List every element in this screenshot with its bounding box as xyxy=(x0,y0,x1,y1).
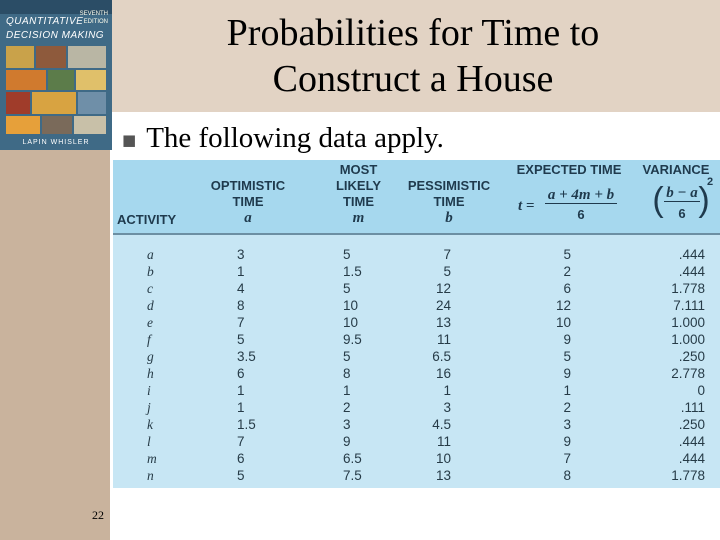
cell-most-likely: 9 xyxy=(343,434,351,449)
cell-most-likely: 3 xyxy=(343,417,351,432)
header-most-likely-line2: LIKELY xyxy=(335,178,382,193)
book-collage-graphic xyxy=(0,0,112,150)
cell-variance: 1.778 xyxy=(671,468,705,483)
cell-pessimistic: 11 xyxy=(436,434,451,449)
cell-activity: n xyxy=(147,468,154,483)
header-most-likely-symbol: m xyxy=(352,210,365,226)
header-most-likely-line3: TIME xyxy=(342,194,375,209)
cell-pessimistic: 12 xyxy=(435,281,451,296)
cell-most-likely: 8 xyxy=(343,366,351,381)
cell-optimistic: 1 xyxy=(237,383,245,398)
cell-variance: .444 xyxy=(678,264,705,279)
cell-optimistic: 8 xyxy=(237,298,245,313)
cell-optimistic: 4 xyxy=(237,281,245,296)
header-optimistic-line2: TIME xyxy=(232,194,264,209)
variance-formula-numerator-text: b − a xyxy=(666,185,698,201)
header-pessimistic-line1: PESSIMISTIC xyxy=(407,178,491,193)
cell-optimistic: 3.5 xyxy=(237,349,256,364)
cell-variance: .444 xyxy=(678,247,705,262)
cell-pessimistic: 5 xyxy=(443,264,451,279)
cell-optimistic: 1 xyxy=(237,264,245,279)
book-authors: LAPIN WHISLER xyxy=(22,139,90,146)
header-optimistic xyxy=(193,178,303,226)
cell-variance: .250 xyxy=(678,417,705,432)
cell-expected: 3 xyxy=(563,417,571,432)
cell-expected: 5 xyxy=(563,247,571,262)
square-bullet-icon: ■ xyxy=(122,131,137,150)
cell-expected: 10 xyxy=(555,315,571,330)
cell-pessimistic: 7 xyxy=(443,247,451,262)
cell-variance: .444 xyxy=(678,434,705,449)
cell-activity: g xyxy=(147,349,154,364)
cell-optimistic: 6 xyxy=(237,451,245,466)
variance-left-paren: ( xyxy=(652,181,664,219)
left-decorative-bar xyxy=(0,112,110,540)
header-pessimistic xyxy=(399,178,499,226)
cell-pessimistic: 4.5 xyxy=(432,417,451,432)
cell-most-likely: 6.5 xyxy=(343,451,362,466)
bullet-item xyxy=(122,122,444,155)
cell-expected: 12 xyxy=(555,298,571,313)
cell-most-likely: 9.5 xyxy=(343,332,362,347)
book-title-line1: QUANTITATIVE xyxy=(6,16,84,27)
cell-most-likely: 2 xyxy=(343,400,351,415)
cell-activity: k xyxy=(147,417,153,432)
cell-optimistic: 3 xyxy=(237,247,245,262)
header-divider xyxy=(113,233,720,235)
variance-exponent: 2 xyxy=(706,176,714,188)
header-expected-time: EXPECTED TIME xyxy=(516,162,622,177)
cell-expected: 1 xyxy=(563,383,571,398)
header-most-likely-line1: MOST xyxy=(339,162,378,177)
cell-activity: h xyxy=(147,366,154,381)
cell-optimistic: 5 xyxy=(237,332,245,347)
cell-variance: .111 xyxy=(680,400,705,415)
header-most-likely xyxy=(321,162,396,226)
cell-pessimistic: 11 xyxy=(436,332,451,347)
variance-formula-numerator xyxy=(664,185,700,202)
cell-activity: b xyxy=(147,264,154,279)
cell-variance: 2.778 xyxy=(671,366,705,381)
slide-title-line1: Probabilities for Time to xyxy=(226,12,600,54)
cell-most-likely: 5 xyxy=(343,349,351,364)
cell-pessimistic: 3 xyxy=(443,400,451,415)
cell-variance: 0 xyxy=(697,383,705,398)
cell-expected: 9 xyxy=(563,366,571,381)
header-activity: ACTIVITY xyxy=(117,212,177,227)
cell-variance: .444 xyxy=(678,451,705,466)
cell-variance: 7.111 xyxy=(673,298,705,313)
slide-title xyxy=(150,10,676,102)
activity-time-table xyxy=(113,160,720,488)
cell-most-likely: 10 xyxy=(343,315,359,330)
cell-variance: 1.778 xyxy=(671,281,705,296)
cell-activity: e xyxy=(147,315,153,330)
header-pessimistic-line2: TIME xyxy=(433,194,465,209)
cell-expected: 8 xyxy=(563,468,571,483)
slide-title-line2: Construct a House xyxy=(272,58,554,100)
cell-optimistic: 6 xyxy=(237,366,245,381)
cell-pessimistic: 16 xyxy=(435,366,451,381)
cell-pessimistic: 1 xyxy=(443,383,451,398)
variance-formula-denominator: 6 xyxy=(678,206,686,221)
header-optimistic-line1: OPTIMISTIC xyxy=(210,178,286,193)
cell-expected: 2 xyxy=(563,400,571,415)
cell-expected: 7 xyxy=(563,451,571,466)
cell-most-likely: 7.5 xyxy=(343,468,362,483)
expected-formula-lhs xyxy=(518,198,548,214)
cell-optimistic: 5 xyxy=(237,468,245,483)
cell-most-likely: 1.5 xyxy=(343,264,362,279)
cell-pessimistic: 6.5 xyxy=(432,349,451,364)
page-number: 22 xyxy=(92,508,104,522)
cell-activity: i xyxy=(147,383,151,398)
cell-expected: 6 xyxy=(563,281,571,296)
expected-formula-numerator xyxy=(545,187,617,204)
cell-most-likely: 10 xyxy=(343,298,359,313)
expected-formula-denominator: 6 xyxy=(577,207,585,222)
cell-pessimistic: 13 xyxy=(435,315,451,330)
cell-most-likely: 1 xyxy=(343,383,351,398)
cell-expected: 9 xyxy=(563,332,571,347)
book-title-line2: DECISION MAKING xyxy=(6,30,105,41)
header-pessimistic-symbol: b xyxy=(445,210,453,226)
cell-optimistic: 7 xyxy=(237,434,245,449)
cell-variance: 1.000 xyxy=(671,332,705,347)
cell-activity: l xyxy=(147,434,151,449)
cell-pessimistic: 10 xyxy=(435,451,451,466)
cell-optimistic: 1 xyxy=(237,400,245,415)
cell-variance: .250 xyxy=(678,349,705,364)
cell-activity: j xyxy=(147,400,151,415)
cell-pessimistic: 24 xyxy=(435,298,451,313)
bullet-text: The following data apply. xyxy=(146,122,444,154)
cell-variance: 1.000 xyxy=(671,315,705,330)
cell-activity: f xyxy=(147,332,151,347)
header-optimistic-symbol: a xyxy=(244,210,252,226)
cell-activity: m xyxy=(147,451,157,466)
expected-formula-t: t = xyxy=(518,198,535,214)
cell-pessimistic: 13 xyxy=(435,468,451,483)
variance-right-paren: ) xyxy=(698,181,710,219)
expected-formula-numerator-text: a + 4m + b xyxy=(547,187,615,203)
cell-activity: d xyxy=(147,298,154,313)
cell-expected: 2 xyxy=(563,264,571,279)
cell-most-likely: 5 xyxy=(343,281,351,296)
book-edition: SEVENTH EDITION xyxy=(79,11,108,25)
cell-expected: 9 xyxy=(563,434,571,449)
header-variance: VARIANCE xyxy=(642,162,710,177)
cell-most-likely: 5 xyxy=(343,247,351,262)
cell-optimistic: 1.5 xyxy=(237,417,256,432)
cell-activity: a xyxy=(147,247,154,262)
cell-expected: 5 xyxy=(563,349,571,364)
book-cover-image xyxy=(0,0,112,150)
cell-optimistic: 7 xyxy=(237,315,245,330)
cell-activity: c xyxy=(147,281,153,296)
